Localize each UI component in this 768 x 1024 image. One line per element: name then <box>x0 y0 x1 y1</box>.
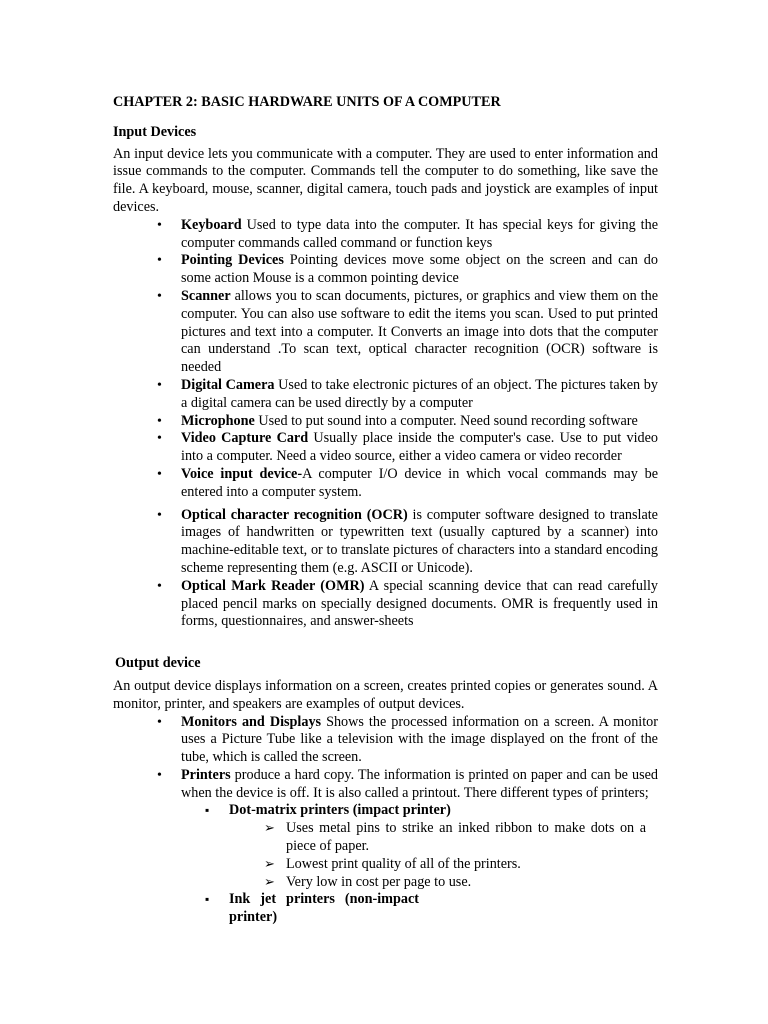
chapter-title: CHAPTER 2: BASIC HARDWARE UNITS OF A COMPUTER <box>113 94 501 110</box>
list-item <box>181 413 658 431</box>
document-body <box>113 94 658 927</box>
output-device-heading: Output device <box>115 655 201 672</box>
item-description: A computer I/O device in which vocal commands may be entered into a computer system. <box>181 465 658 500</box>
output-devices-list <box>113 714 658 928</box>
item-description: produce a hard copy. The information is printed on paper and can be used when the device is off. It is also called a printout. There different types of printers; <box>181 766 658 801</box>
item-term: Optical character recognition (OCR) <box>181 506 408 523</box>
printer-point: ➢ Uses metal pins to strike an inked ribbon to make dots on a piece of paper. <box>286 820 646 856</box>
item-term: Printers <box>181 766 231 783</box>
item-term: Scanner <box>181 287 231 304</box>
item-description: A special scanning device that can read carefully placed pencil marks on specially designed documents. OMR is frequently used in forms, questionnaires, and answer-sheets <box>181 577 658 630</box>
item-description: allows you to scan documents, pictures, or graphics and view them on the computer. You can also use software to edit the items you scan. Used to put printed pictures and text into a computer. It Converts an image into dots that the computer can understand .To scan text, optical character recognition (OCR) software is needed <box>181 287 658 376</box>
list-item <box>181 507 658 578</box>
printer-type-name: Dot-matrix printers (impact printer) <box>229 802 451 819</box>
item-description: Used to put sound into a computer. Need sound recording software <box>254 412 638 429</box>
item-description: Pointing devices move some object on the screen and can do some action Mouse is a common pointing device <box>181 252 658 287</box>
item-term: Digital Camera <box>181 376 275 393</box>
printer-point: ➢ Lowest print quality of all of the printers. <box>286 856 646 874</box>
list-item <box>181 217 658 253</box>
item-term: Pointing Devices <box>181 252 284 269</box>
item-term: Voice input device- <box>181 465 303 482</box>
printer-type-item <box>229 891 658 927</box>
printer-type-item <box>229 802 658 891</box>
printer-point: ➢ Very low in cost per page to use. <box>286 874 646 892</box>
output-device-intro: An output device displays information on a screen, creates printed copies or generates sound. A monitor, printer, and speakers are examples of output devices. <box>113 677 658 712</box>
input-devices-heading: Input Devices <box>113 123 197 140</box>
item-term: Microphone <box>181 412 255 429</box>
list-item <box>181 466 658 502</box>
item-description: Used to take electronic pictures of an object. The pictures taken by a digital camera can be used directly by a computer <box>181 376 658 411</box>
item-term: Optical Mark Reader (OMR) <box>181 577 365 594</box>
printer-types-list <box>181 802 658 927</box>
list-item <box>181 578 658 631</box>
item-description: Used to type data into the computer. It has special keys for giving the computer commands called command or function keys <box>181 216 658 251</box>
item-term: Video Capture Card <box>181 430 309 447</box>
list-item <box>181 252 658 288</box>
printer-type-name: ▪ Ink jet printers (non-impact printer) <box>229 891 419 926</box>
input-devices-intro: An input device lets you communicate with a computer. They are used to enter information and issue commands to the computer. Commands tell the computer to do something, like save the file. A keyboard, mouse, scanner, digital camera, touch pads and joystick are examples of input devices. <box>113 145 658 215</box>
list-item <box>181 714 658 767</box>
input-devices-list <box>113 217 658 631</box>
item-description: Shows the processed information on a screen. A monitor uses a Picture Tube like a television with the image displayed on the front of the tube, which is called the screen. <box>181 713 659 766</box>
list-item <box>181 430 658 466</box>
list-item <box>181 767 658 927</box>
item-term: Monitors and Displays <box>181 713 322 730</box>
item-description: is computer software designed to translate images of handwritten or typewritten text (usually captured by a scanner) into machine-editable text, or to translate pictures of characters into a standard encoding scheme representing them (e.g. ASCII or Unicode). <box>181 506 658 576</box>
item-term: Keyboard <box>181 216 242 233</box>
list-item <box>181 377 658 413</box>
printer-points-list <box>229 820 658 891</box>
item-description: Usually place inside the computer's case. Use to put video into a computer. Need a video source, either a video camera or video recorder <box>181 430 658 465</box>
list-item <box>181 288 658 377</box>
